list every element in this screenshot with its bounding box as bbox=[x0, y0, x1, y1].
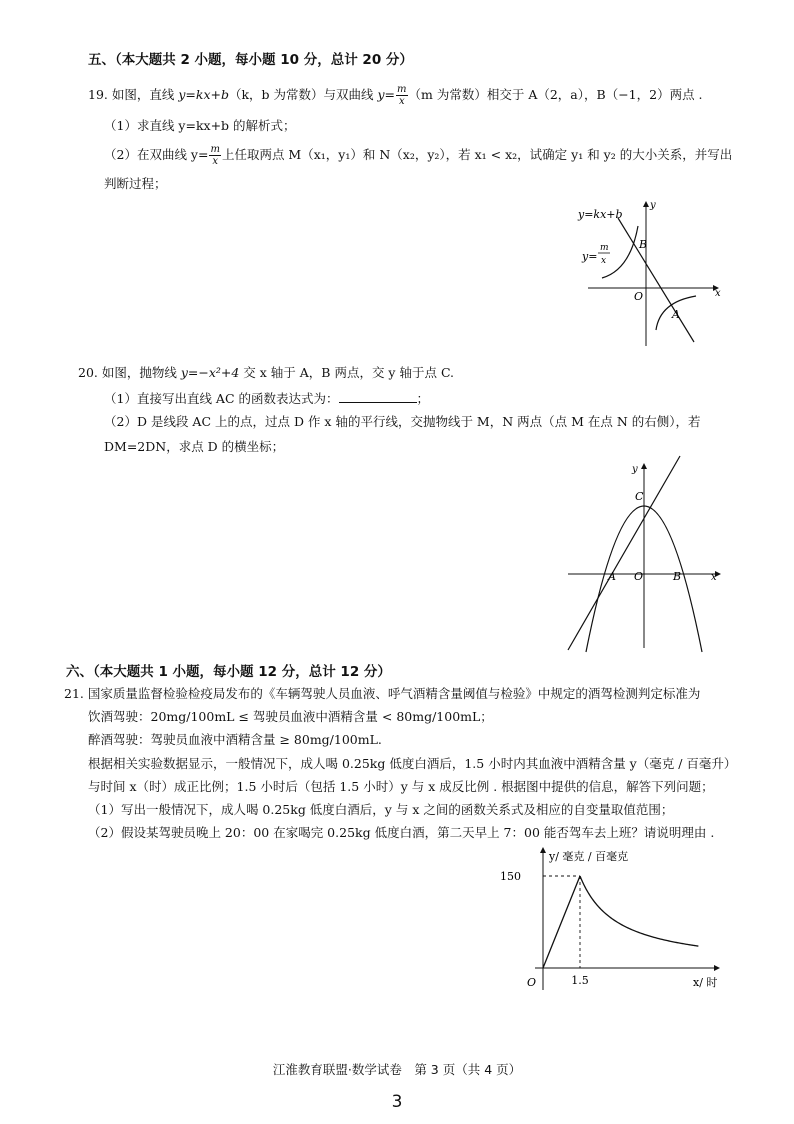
section-5-heading: 五、（本大题共 2 小题，每小题 10 分，总计 20 分） bbox=[88, 52, 413, 68]
q19-fig-origin: O bbox=[634, 290, 644, 303]
q21-tick-x-peak: 1.5 bbox=[571, 974, 589, 987]
q19-fig-x-label: x bbox=[715, 288, 721, 299]
q19-line-equation: y=kx+b bbox=[178, 87, 229, 102]
q19-fraction: $\frac{m}{x}$ bbox=[397, 84, 407, 107]
q20-part2: （2）D 是线段 AC 上的点，过点 D 作 x 轴的平行线，交抛物线于 M，N 两点（点 M 在点 N 的右侧），若 bbox=[104, 414, 701, 429]
q21-part2: （2）假设某驾驶员晚上 20：00 在家喝完 0.25kg 低度白酒，第二天早上 7：00 能否驾车去上班？请说明理由 . bbox=[88, 825, 715, 840]
q19-part2-fraction: $\frac{m}{x}$ bbox=[210, 144, 220, 167]
q19-fig-point-b: B bbox=[639, 238, 648, 251]
q20-fig-y-label: y bbox=[632, 464, 638, 475]
q19-stem: 19. 如图，直线 y=kx+b（k，b 为常数）与双曲线 y= $\frac{m}{x}$ （m 为常数）相交于 A（2，a），B（−1，2）两点 . bbox=[88, 84, 703, 107]
q19-part1: （1）求直线 y=kx+b 的解析式； bbox=[104, 118, 296, 133]
q20-stem: 20. 如图，抛物线 y=−x²+4 交 x 轴于 A，B 两点，交 y 轴于点 C. bbox=[78, 365, 455, 380]
q19-fig-line-label: y=kx+b bbox=[578, 208, 623, 221]
q21-line1: 21. 国家质量监督检验检疫局发布的《车辆驾驶人员血液、呼气酒精含量阈值与检验》中规定的酒驾检测判定标准为 bbox=[64, 686, 701, 701]
q20-parabola-equation: y=−x²+4 bbox=[180, 365, 240, 380]
q21-line5: 与时间 x（时）成正比例；1.5 小时后（包括 1.5 小时）y 与 x 成反比例 . 根据图中提供的信息，解答下列问题； bbox=[88, 779, 714, 794]
q19-line bbox=[618, 218, 694, 342]
q21-origin: O bbox=[527, 976, 537, 989]
q21-series-linear bbox=[543, 876, 580, 968]
section-6-heading: 六、（本大题共 1 小题，每小题 12 分，总计 12 分） bbox=[66, 664, 391, 680]
footer-text: 江淮教育联盟·数学试卷 第 3 页（共 4 页） bbox=[272, 1062, 522, 1077]
q21-x-axis-label: x/ 时 bbox=[693, 976, 718, 989]
q21-line2: 饮酒驾驶：20mg/100mL ≤ 驾驶员血液中酒精含量 < 80mg/100mL； bbox=[88, 709, 493, 724]
svg-text:m: m bbox=[600, 243, 609, 253]
q20-fig-x-label: x bbox=[711, 572, 717, 583]
q20-part2-cont: DM=2DN，求点 D 的横坐标； bbox=[104, 439, 285, 454]
q20-fig-point-a: A bbox=[608, 570, 616, 583]
q20-figure bbox=[548, 452, 728, 652]
q21-y-axis-label: y/ 毫克 / 百毫克 bbox=[549, 850, 629, 863]
q21-part1: （1）写出一般情况下，成人喝 0.25kg 低度白酒后，y 与 x 之间的函数关系式及相应的自变量取值范围； bbox=[88, 802, 674, 817]
q19-fig-point-a: A bbox=[672, 308, 680, 321]
q20-line-ac bbox=[568, 456, 680, 650]
q19-fig-y-label: y= bbox=[582, 250, 598, 263]
q19-part2: （2）在双曲线 y= $\frac{m}{x}$ 上任取两点 M（x₁，y₁）和 N（x₂，y₂），若 x₁ < x₂，试确定 y₁ 和 y₂ 的大小关系，并写出 bbox=[104, 144, 733, 167]
q20-fig-point-c: C bbox=[635, 490, 644, 503]
q21-line3: 醉酒驾驶：驾驶员血液中酒精含量 ≥ 80mg/100mL. bbox=[88, 732, 382, 747]
q21-tick-y-peak: 150 bbox=[500, 870, 521, 883]
svg-text:x: x bbox=[601, 256, 607, 266]
q21-series-inverse bbox=[580, 876, 698, 946]
q20-fig-point-b: B bbox=[673, 570, 682, 583]
q19-fig-y-axis-label: y bbox=[650, 200, 656, 211]
q19-figure bbox=[560, 196, 730, 356]
q21-chart bbox=[500, 840, 735, 1000]
q20-fig-origin: O bbox=[634, 570, 644, 583]
q21-line4: 根据相关实验数据显示，一般情况下，成人喝 0.25kg 低度白酒后，1.5 小时内其血液中酒精含量 y（毫克 / 百毫升） bbox=[88, 756, 737, 771]
q19-part2-cont: 判断过程； bbox=[104, 176, 167, 191]
page-number: 3 bbox=[391, 1092, 403, 1112]
q20-part1: （1）直接写出直线 AC 的函数表达式为： ； bbox=[104, 391, 430, 406]
q20-answer-blank[interactable] bbox=[339, 392, 417, 403]
